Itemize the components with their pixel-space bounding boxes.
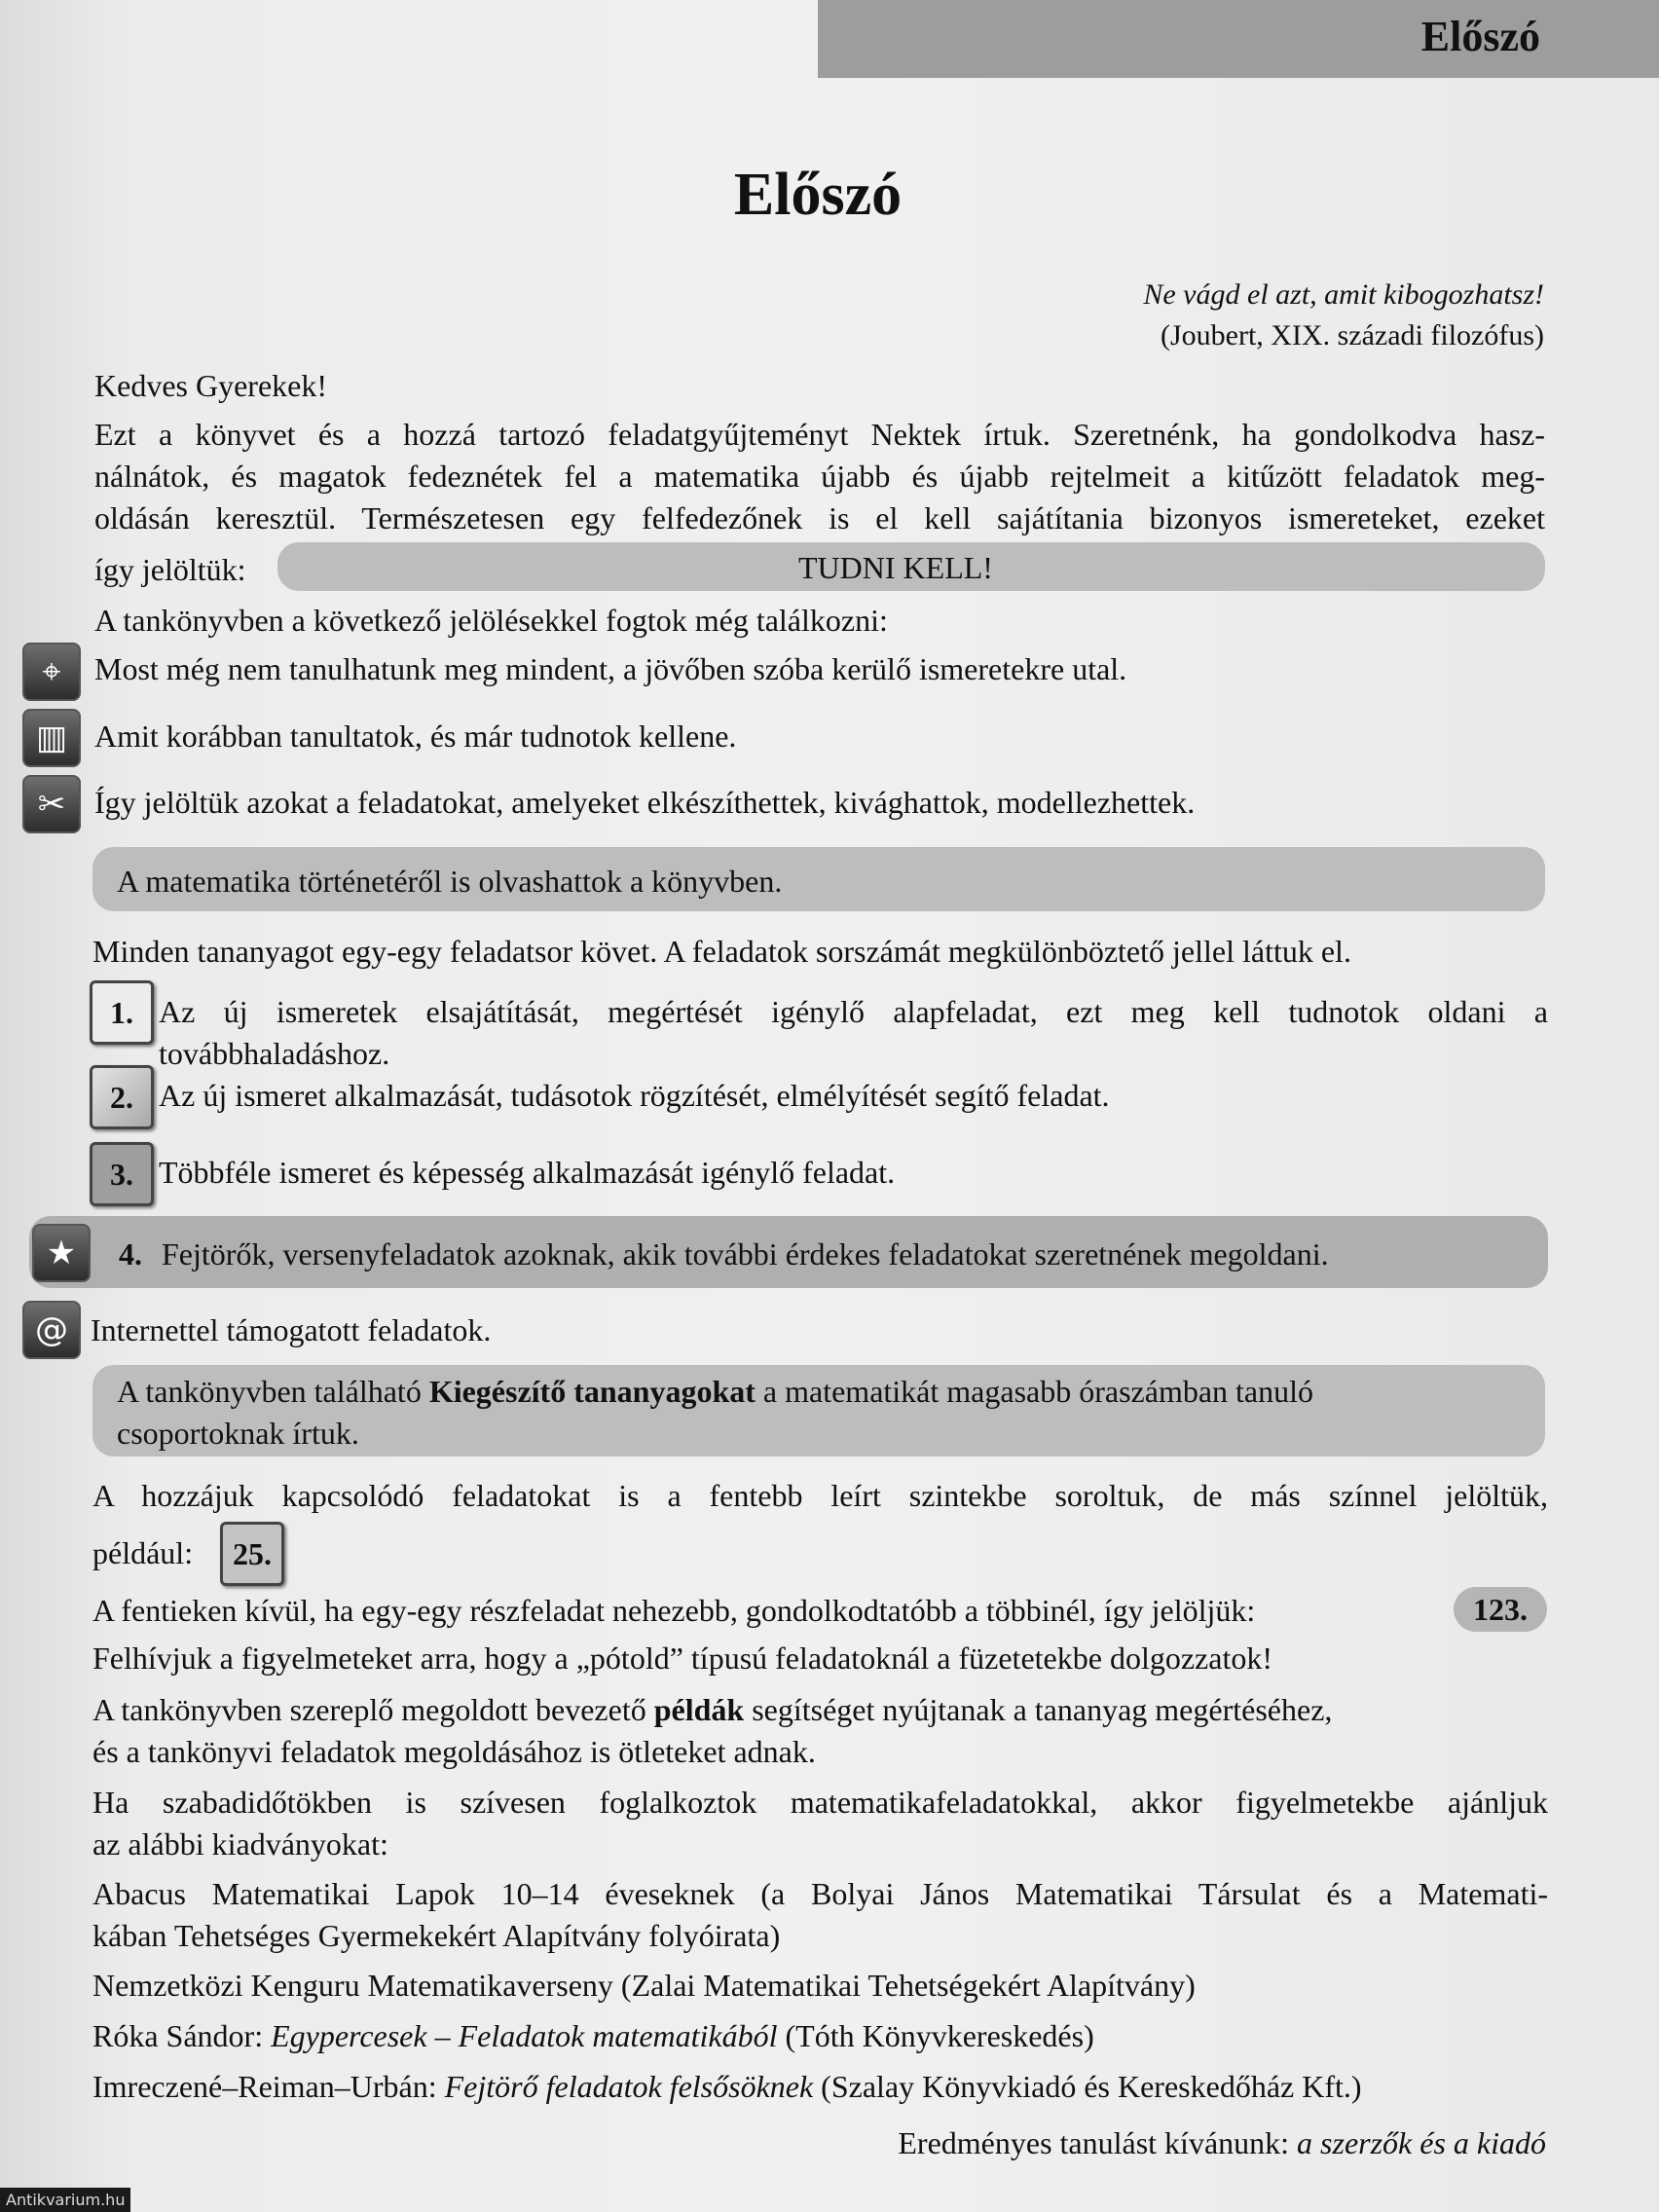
level-1-line: Az új ismeretek elsajátítását, megértését igénylő alapfeladat, ezt meg kell tudnotok oldani a	[159, 994, 1548, 1029]
closing-signature: a szerzők és a kiadó	[1297, 2125, 1546, 2160]
motto	[1143, 275, 1544, 356]
scissors-icon: ✂	[22, 775, 81, 833]
pub-abacus	[92, 1873, 1548, 1957]
intro-line: nálnátok, és magatok fedeznétek fel a matematika újabb és újabb rejtelmeit a kitűzött feladatok meg-	[94, 459, 1545, 494]
level-3-text: Többféle ismeret és képesség alkalmazását igénylő feladat.	[159, 1155, 896, 1190]
book-icon: ▥	[22, 709, 81, 767]
levels-intro: Minden tananyagot egy-egy feladatsor követ. A feladatok sorszámát megkülönböztető jellel láttuk el.	[92, 934, 1351, 969]
level-2-text: Az új ismeret alkalmazását, tudásotok rögzítését, elmélyítését segítő feladat.	[159, 1078, 1110, 1113]
extra-line-2: csoportoknak írtuk.	[117, 1416, 359, 1451]
pub-imreczene-publisher: (Szalay Könyvkiadó és Kereskedőház Kft.)	[813, 2069, 1362, 2104]
star-icon: ★	[32, 1224, 91, 1282]
motto-quote: Ne vágd el azt, amit kibogozhatsz!	[1143, 278, 1544, 311]
marker-text-future: Most még nem tanulhatunk meg mindent, a jövőben szóba kerülő ismeretekre utal.	[94, 651, 1127, 686]
example-badge-25: 25.	[220, 1522, 284, 1586]
examples-line-1	[92, 1689, 1332, 1731]
free-time-line: Ha szabadidőtökben is szívesen foglalkoztok matematikafeladatokkal, akkor figyelmetekbe ajánljuk	[92, 1785, 1548, 1820]
watermark: Antikvarium.hu	[0, 2188, 130, 2212]
pub-abacus-line: Abacus Matematikai Lapok 10–14 éveseknek (a Bolyai János Matematikai Társulat és a Matemati-	[92, 1876, 1548, 1911]
extra-before: A tankönyvben található	[117, 1374, 429, 1409]
binoculars-icon: ⌖	[22, 643, 81, 701]
level-3-badge: 3.	[90, 1142, 154, 1206]
level-1-line: továbbhaladáshoz.	[159, 1036, 390, 1071]
history-text: A matematika történetéről is olvashattok a könyvben.	[117, 864, 783, 899]
header-band	[818, 0, 1659, 78]
marker-text-craft: Így jelöltük azokat a feladatokat, amelyeket elkészíthettek, kivághattok, modellezhettek.	[94, 785, 1196, 820]
pub-imreczene-title: Fejtörő feladatok felsősöknek	[444, 2069, 814, 2104]
closing	[898, 2122, 1546, 2164]
motto-source: (Joubert, XIX. századi filozófus)	[1160, 319, 1544, 351]
intro-paragraph	[94, 414, 1545, 539]
examples-line-2: és a tankönyvi feladatok megoldásához is ötleteket adnak.	[92, 1734, 816, 1769]
potold-note: Felhívjuk a figyelmeteket arra, hogy a „pótold” típusú feladatoknál a füzetetekbe dolgozzatok!	[92, 1641, 1272, 1676]
free-time-line: az alábbi kiadványokat:	[92, 1826, 388, 1862]
level-2-badge: 2.	[90, 1065, 154, 1129]
color-note	[92, 1475, 1548, 1517]
pub-abacus-line: kában Tehetséges Gyermekekért Alapítvány folyóirata)	[92, 1918, 781, 1953]
marked-label: így jelöltük:	[94, 552, 246, 587]
closing-text: Eredményes tanulást kívánunk:	[898, 2125, 1298, 2160]
examples-before: A tankönyvben szereplő megoldott bevezető	[92, 1692, 654, 1727]
pub-roka-publisher: (Tóth Könyvkereskedés)	[777, 2018, 1094, 2053]
level-1-text	[159, 991, 1548, 1075]
marker-text-prior: Amit korábban tanultatok, és már tudnotok kellene.	[94, 719, 737, 754]
harder-note: A fentieken kívül, ha egy-egy részfeladat nehezebb, gondolkodtatóbb a többinél, így jelöljük:	[92, 1593, 1256, 1628]
header-section-title: Előszó	[1420, 13, 1540, 60]
harder-badge-123: 123.	[1454, 1587, 1547, 1632]
pub-kenguru: Nemzetközi Kenguru Matematikaverseny (Zalai Matematikai Tehetségekért Alapítvány)	[92, 1968, 1196, 2003]
star-text: Fejtörők, versenyfeladatok azoknak, akik további érdekes feladatokat szeretnének megoldani.	[162, 1236, 1329, 1272]
examples-after: segítséget nyújtanak a tananyag megértéséhez,	[744, 1692, 1333, 1727]
extra-after: a matematikát magasabb óraszámban tanuló	[755, 1374, 1314, 1409]
greeting: Kedves Gyerekek!	[94, 368, 327, 403]
free-time-note	[92, 1782, 1548, 1865]
pub-roka-author: Róka Sándor:	[92, 2018, 272, 2053]
tudni-kell-label: TUDNI KELL!	[798, 550, 993, 585]
markers-intro: A tankönyvben a következő jelölésekkel fogtok még találkozni:	[94, 603, 888, 638]
intro-line: oldásán keresztül. Természetesen egy felfedezőnek is el kell sajátítania bizonyos ismereteket, ezeket	[94, 500, 1545, 535]
at-icon: @	[22, 1301, 81, 1359]
star-level-number: 4.	[119, 1236, 142, 1272]
page-title: Előszó	[733, 162, 903, 228]
pub-imreczene-author: Imreczené–Reiman–Urbán:	[92, 2069, 445, 2104]
color-note-line: A hozzájuk kapcsolódó feladatokat is a fentebb leírt szintekbe soroltuk, de más színnel jelöltük,	[92, 1478, 1548, 1513]
internet-text: Internettel támogatott feladatok.	[91, 1312, 492, 1347]
color-note-example-label: például:	[92, 1535, 194, 1570]
extra-bold: Kiegészítő tananyagokat	[428, 1374, 756, 1409]
pub-roka	[92, 2015, 1094, 2057]
extra-line-1	[117, 1371, 1313, 1413]
examples-bold: példák	[653, 1692, 745, 1727]
pub-roka-title: Egypercesek – Feladatok matematikából	[271, 2018, 778, 2053]
pub-imreczene	[92, 2066, 1362, 2108]
level-1-badge: 1.	[90, 980, 154, 1045]
intro-line: Ezt a könyvet és a hozzá tartozó feladatgyűjteményt Nektek írtuk. Szeretnénk, ha gondolkodva hasz-	[94, 417, 1545, 452]
